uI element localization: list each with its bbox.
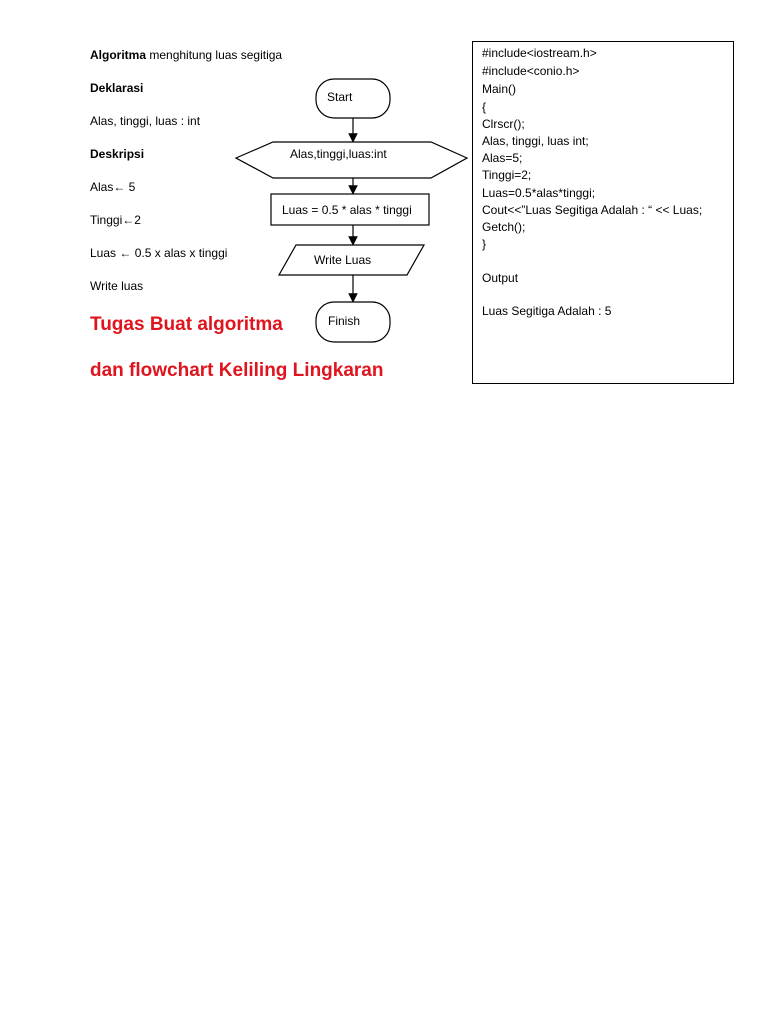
flow-output-label: Write Luas: [314, 253, 372, 267]
flow-process-label: Luas = 0.5 * alas * tinggi: [282, 203, 412, 217]
algorithm-title-bold: Algoritma: [90, 48, 147, 62]
code-line: Clrscr();: [482, 117, 525, 131]
task-line-1: Tugas Buat algoritma: [90, 314, 283, 335]
code-line: Alas=5;: [482, 151, 523, 165]
description-line: Tinggi←2: [90, 213, 141, 227]
code-line: }: [482, 237, 487, 251]
code-line: {: [482, 100, 487, 114]
code-line: Luas=0.5*alas*tinggi;: [482, 186, 596, 200]
description-line: Write luas: [90, 279, 144, 293]
output-value: Luas Segitiga Adalah : 5: [482, 304, 612, 318]
flow-start-label: Start: [327, 90, 353, 104]
declaration-heading: Deklarasi: [90, 81, 144, 95]
flow-finish-label: Finish: [328, 314, 361, 328]
flow-declare-label: Alas,tinggi,luas:int: [290, 147, 387, 161]
task-line-2: dan flowchart Keliling Lingkaran: [90, 360, 384, 381]
code-line: Main(): [482, 82, 517, 96]
algorithm-title-rest: menghitung luas segitiga: [146, 48, 283, 62]
description-heading: Deskripsi: [90, 147, 145, 161]
code-line: Cout<<”Luas Segitiga Adalah : “ << Luas;: [482, 203, 703, 217]
output-label: Output: [482, 271, 519, 285]
code-line: Getch();: [482, 220, 526, 234]
code-line: Alas, tinggi, luas int;: [482, 134, 589, 148]
description-line: Alas← 5: [90, 180, 136, 194]
description-line: Luas ← 0.5 x alas x tinggi: [90, 246, 228, 260]
code-line: Tinggi=2;: [482, 168, 532, 182]
declaration-line: Alas, tinggi, luas : int: [90, 114, 201, 128]
code-line: #include<iostream.h>: [482, 46, 597, 60]
code-line: #include<conio.h>: [482, 64, 580, 78]
